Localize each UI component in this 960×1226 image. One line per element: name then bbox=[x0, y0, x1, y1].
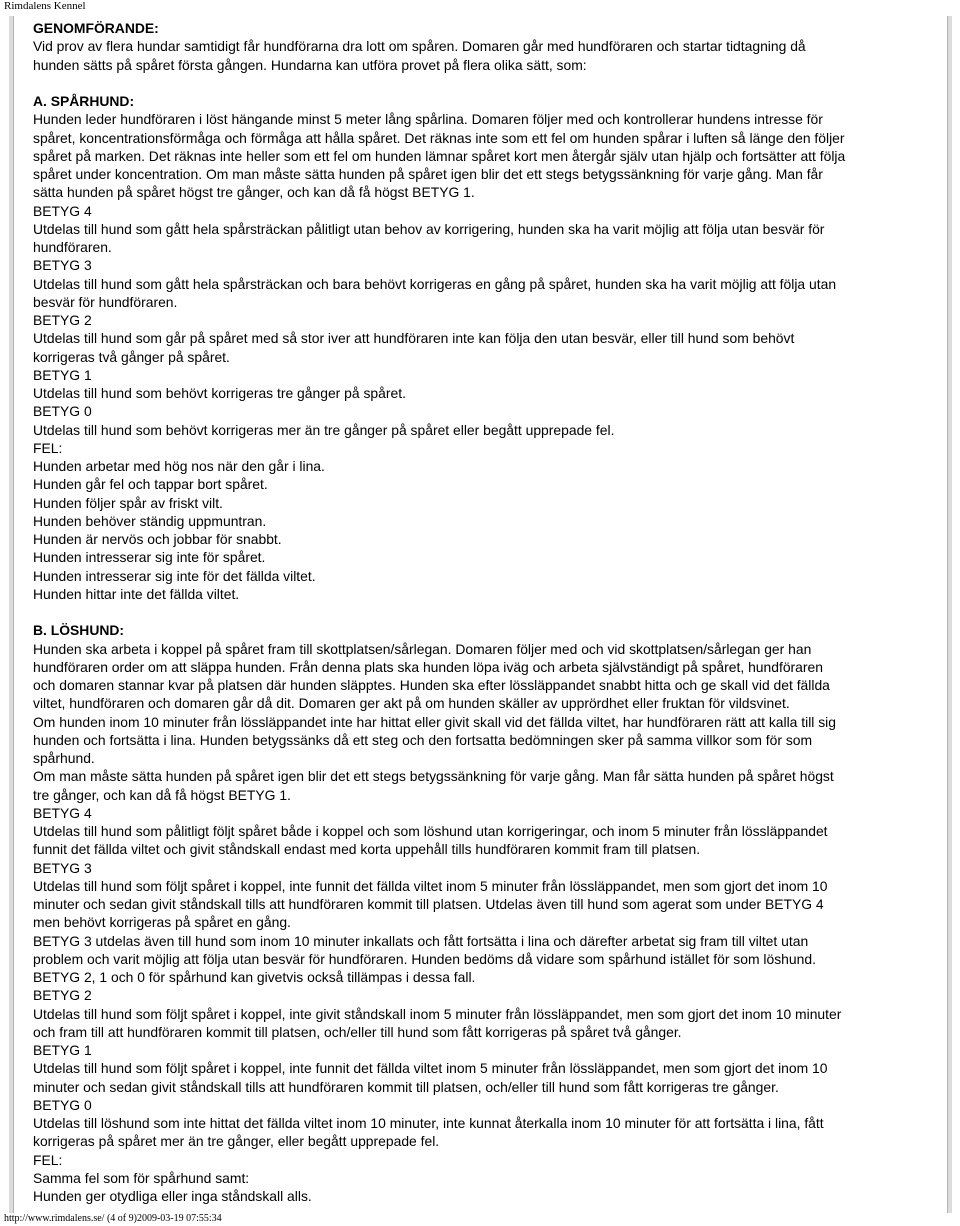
text-line: Utdelas till hund som pålitligt följt spåret både i koppel och som löshund utan korrigeringar, och inom 5 minuter från lössläppandet bbox=[33, 823, 828, 839]
text-line: Hunden hittar inte det fällda viltet. bbox=[33, 585, 240, 602]
text-line: och domaren stannar kvar på platsen där hunden släpptes. Hunden ska efter lössläppandet snabbt hitta och ge skall vid det fällda bbox=[33, 677, 830, 693]
section-heading: A. SPÅRHUND: bbox=[33, 93, 135, 109]
text-line: Hunden går fel och tappar bort spåret. bbox=[33, 476, 268, 493]
text-line: hundföraren order om att släppa hunden. Från denna plats ska hunden löpa iväg och arbeta självständigt på spåret, hundföraren bbox=[33, 658, 823, 675]
text-line: Samma fel som för spårhund samt: bbox=[33, 1169, 250, 1186]
text-line: men behövt korrigeras på spåret en gång. bbox=[33, 914, 291, 931]
text-line: viltet, hundföraren och domaren går då dit. Domaren ger akt på om hunden skäller av upprördhet eller fruktan för vildsvinet. bbox=[33, 695, 790, 712]
text-line: BETYG 2 bbox=[33, 987, 92, 1004]
text-line: funnit det fällda viltet och givit ståndskall endast med korta uppehåll tills hundföraren kommit fram till platsen. bbox=[33, 841, 701, 858]
text-line: Vid prov av flera hundar samtidigt får hundförarna dra lott om spåren. Domaren går med hundföraren och startar tidtagning då bbox=[33, 38, 806, 55]
text-line: BETYG 1 bbox=[33, 1042, 92, 1058]
text-line: BETYG 0 bbox=[33, 1096, 92, 1113]
text-line: FEL: bbox=[33, 1151, 63, 1168]
text-line: och fram till att hundföraren kommit till platsen, och/eller till hund som fått korrigeras på spåret två gånger. bbox=[33, 1023, 682, 1040]
text-line: Utdelas till hund som gått hela spårsträckan pålitligt utan behov av korrigering, hunden ska ha varit möjlig att följa utan besvär för bbox=[33, 220, 825, 237]
text-line: Utdelas till hund som följt spåret i koppel, inte funnit det fällda viltet inom 5 minuter från lössläppandet, men som gjort det inom 10 bbox=[33, 1060, 828, 1077]
text-line: BETYG 0 bbox=[33, 403, 92, 420]
section-spacer bbox=[33, 603, 925, 621]
text-line: spåret, koncentrationsförmåga och förmåga att hålla spåret. Det räknas inte som ett fel om hunden spårar i luften så länge den följer bbox=[33, 129, 845, 146]
text-line: BETYG 1 bbox=[33, 366, 92, 383]
text-line: BETYG 3 bbox=[33, 257, 92, 274]
text-line: besvär för hundföraren. bbox=[33, 293, 178, 310]
text-line: BETYG 3 utdelas även till hund som inom 10 minuter inkallats och fått fortsätta i lina och därefter arbetat sig fram till viltet utan bbox=[33, 932, 809, 949]
document-content bbox=[33, 19, 925, 1205]
text-line: BETYG 4 bbox=[33, 202, 92, 219]
text-line: korrigeras på spåret mer än tre gånger, eller begått upprepade fel. bbox=[33, 1133, 440, 1150]
left-frame-border bbox=[9, 16, 14, 1213]
text-line: Hunden ger otydliga eller inga ståndskall alls. bbox=[33, 1188, 312, 1204]
text-line: Utdelas till hund som går på spåret med så stor iver att hundföraren inte kan följa den utan besvär, eller till hund som behövt bbox=[33, 330, 795, 347]
text-line: hunden sätts på spåret första gången. Hundarna kan utföra provet på flera olika sätt, som: bbox=[33, 56, 587, 73]
text-line: spåret under koncentration. Om man måste sätta hunden på spåret igen blir det ett stegs betygssänkning för varje gång. Man får bbox=[33, 166, 823, 182]
text-line: minuter och sedan givit ståndskall tills att hundföraren kommit till platsen, och/eller till hund som fått korrigeras tre gånger. bbox=[33, 1078, 779, 1095]
text-line: Utdelas till hund som gått hela spårsträckan och bara behövt korrigeras en gång på spåret, hunden ska ha varit möjlig att följa utan bbox=[33, 275, 837, 292]
text-line: Om hunden inom 10 minuter från lössläppandet inte har hittat eller givit skall vid det fällda viltet, har hundföraren rätt att kalla till sig bbox=[33, 713, 836, 730]
text-line: Hunden leder hundföraren i löst hängande minst 5 meter lång spårlina. Domaren följer med och kontrollerar hundens intresse för bbox=[33, 111, 823, 128]
text-line: Hunden intresserar sig inte för spåret. bbox=[33, 549, 266, 566]
text-line: tre gånger, och kan då få högst BETYG 1. bbox=[33, 786, 291, 803]
text-line: spårhund. bbox=[33, 750, 95, 766]
text-line: Hunden intresserar sig inte för det fällda viltet. bbox=[33, 567, 316, 584]
text-line: Utdelas till löshund som inte hittat det fällda viltet inom 10 minuter, inte kunnat återkalla inom 10 minuter för att fortsätta i lina, fått bbox=[33, 1115, 824, 1131]
page-footer-url: http://www.rimdalens.se/ (4 of 9)2009-03-19 07:55:34 bbox=[4, 1213, 222, 1224]
text-line: Utdelas till hund som behövt korrigeras mer än tre gånger på spåret eller begått upprepade fel. bbox=[33, 421, 615, 438]
text-line: BETYG 3 bbox=[33, 859, 92, 876]
text-line: FEL: bbox=[33, 439, 63, 456]
page-header-title: Rimdalens Kennel bbox=[4, 0, 86, 12]
text-line: Utdelas till hund som följt spåret i koppel, inte givit ståndskall inom 5 minuter från lössläppandet, men som gjort det inom 10 minuter bbox=[33, 1005, 842, 1022]
text-line: Hunden ska arbeta i koppel på spåret fram till skottplatsen/sårlegan. Domaren följer med och vid skottplatsen/sårlegan ger han bbox=[33, 640, 812, 657]
text-line: hundföraren. bbox=[33, 239, 112, 255]
text-line: Utdelas till hund som följt spåret i koppel, inte funnit det fällda viltet inom 5 minuter från lössläppandet, men som gjort det inom 10 bbox=[33, 877, 828, 894]
text-line: BETYG 2, 1 och 0 för spårhund kan givetvis också tillämpas i dessa fall. bbox=[33, 969, 476, 985]
text-line: sätta hunden på spåret högst tre gånger, och kan då få högst BETYG 1. bbox=[33, 184, 475, 201]
text-line: BETYG 2 bbox=[33, 312, 92, 328]
section-heading: B. LÖSHUND: bbox=[33, 622, 125, 639]
text-line: Hunden följer spår av friskt vilt. bbox=[33, 494, 223, 511]
text-line: Om man måste sätta hunden på spåret igen blir det ett stegs betygssänkning för varje gång. Man får sätta hunden på spåret högst bbox=[33, 768, 834, 785]
section-heading: GENOMFÖRANDE: bbox=[33, 20, 159, 36]
text-line: minuter och sedan givit ståndskall tills att hundföraren kommit till platsen. Utdelas även till hund som agerat som under BETYG 4 bbox=[33, 896, 824, 912]
text-line: Hunden arbetar med hög nos när den går i lina. bbox=[33, 458, 325, 474]
text-line: Hunden behöver ständig uppmuntran. bbox=[33, 512, 267, 529]
text-line: korrigeras två gånger på spåret. bbox=[33, 348, 230, 365]
right-frame-scrollbar[interactable] bbox=[947, 16, 952, 1213]
section-spacer bbox=[33, 74, 925, 92]
text-line: spåret på marken. Det räknas inte heller som ett fel om hunden lämnar spåret kort men återgår själv utan hjälp och fortsätter att följa bbox=[33, 147, 846, 164]
text-line: Utdelas till hund som behövt korrigeras tre gånger på spåret. bbox=[33, 385, 406, 401]
text-line: problem och varit möjlig att följa utan besvär för hundföraren. Hunden bedöms då vidare som spårhund istället för som löshund. bbox=[33, 950, 816, 967]
text-line: Hunden är nervös och jobbar för snabbt. bbox=[33, 531, 282, 547]
text-line: BETYG 4 bbox=[33, 804, 92, 821]
text-line: hunden och fortsätta i lina. Hunden betygssänks då ett steg och den fortsatta bedömningen sker på samma villkor som för som bbox=[33, 731, 813, 748]
